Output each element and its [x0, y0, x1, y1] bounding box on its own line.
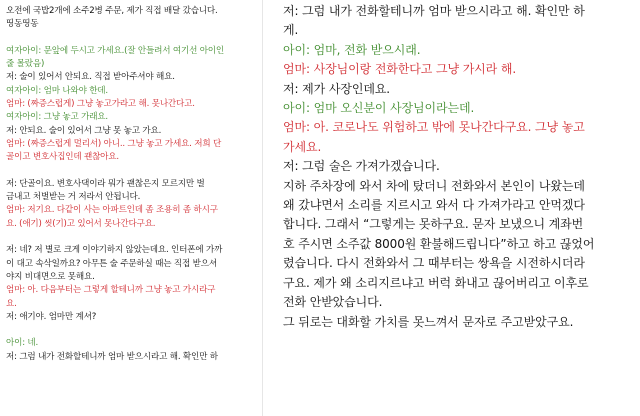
right-text-line: 렸습니다. 다시 전화와서 그 때부터는 쌍욕을 시전하시더라: [283, 256, 585, 271]
right-text-line: 가세요.: [283, 139, 322, 154]
left-text-line: 여자아이: 그냥 놓고 가래요.: [6, 112, 108, 123]
left-text-line: 저: 그럼 내가 전화할테니까 엄마 받으시라고 해. 확인만 하: [6, 351, 218, 362]
left-text-panel: [0, 0, 262, 416]
right-text-line: 왜 갔냐면서 소리를 지르시고 와서 다 가져가라고 안먹겠다: [283, 198, 585, 213]
right-text-line: 저: 그럼 술은 가져가겠습니다.: [283, 159, 440, 174]
left-text-line: [6, 165, 262, 178]
left-text-line: 야지 비대면으로 못해요.: [6, 271, 95, 282]
left-text-line: 저: 안되요. 술이 있어서 그냥 못 놓고 가요.: [6, 125, 162, 136]
left-text-line: 요. (애기) 씻(기)고 있어서 못나간다구요.: [6, 218, 156, 229]
right-text-line: 구요. 제가 왜 소리지르냐고 버럭 화내고 끊어버리고 이후로: [283, 275, 589, 290]
left-text-line: 골이고 변호사집인데 괜찮아요.: [6, 152, 119, 163]
left-text-line: 여자아이: 엄마 나와야 한데.: [6, 85, 108, 96]
right-text-line: 합니다. 그래서 “그렇게는 못하구요. 문자 보냈으니 계좌번: [283, 217, 584, 232]
left-text-line: [6, 324, 262, 337]
left-text-line: 여자아이: 문앞에 두시고 가세요.(잘 안들려서 여기선 아이인: [6, 45, 225, 56]
right-text-line: 아이: 엄마, 전화 받으시래.: [283, 42, 421, 57]
left-text-line: [6, 231, 262, 244]
left-text-line: 금내고 처벌받는 거 저라서 안됩니다.: [6, 192, 141, 203]
left-text-line: [6, 32, 262, 45]
left-text-line: 저: 단골이요. 변호사댁이라 뭐가 괜찮은지 모르지만 벌: [6, 178, 205, 189]
left-text-line: 줄 몰랐음): [6, 59, 45, 70]
panel-divider: [262, 0, 263, 416]
right-text-panel: [283, 0, 635, 416]
left-text-line: 오전에 국밥2개에 소주2병 주문, 제가 직접 배달 갔습니다.: [6, 6, 218, 16]
left-text-line: 엄마: (짜증스럽게) 그냥 놓고가라고 해. 못나간다고.: [6, 99, 195, 110]
left-text-line: 이 대고 속삭일까요? 아무튼 술 주문하실 때는 직접 받으셔: [6, 258, 217, 269]
left-text-line: 저: 네? 저 별로 크게 이야기하지 않았는데요. 인터폰에 가까: [6, 245, 223, 256]
left-text-line: 저: 애기야. 엄마만 계셔?: [6, 311, 97, 322]
left-text-line: 저: 술이 있어서 안되요. 직접 받아주셔야 해요.: [6, 72, 175, 83]
left-text-line: 엄마: (짜증스럽게 멀리서) 아니.. 그냥 놓고 가세요. 저희 단: [6, 138, 222, 149]
right-text-line: 지하 주차장에 와서 차에 탔더니 전화와서 본인이 나왔는데: [283, 178, 585, 193]
right-text-line: 엄마: 아. 코로나도 위험하고 밖에 못나간다구요. 그냥 놓고: [283, 120, 585, 135]
right-text-line: 게.: [283, 23, 299, 38]
left-text-line: 엄마: 아. 다음부터는 그렇게 할테니까 그냥 놓고 가시라구: [6, 285, 216, 296]
left-text-line: 띵동띵동: [6, 19, 39, 30]
right-text-line: 아이: 엄마 오신분이 사장님이라는데.: [283, 101, 475, 116]
right-text-line: 엄마: 사장님이랑 전화한다고 그냥 가시라 해.: [283, 62, 517, 77]
right-text-line: 전화 안받았습니다.: [283, 295, 383, 310]
right-text-line: 호 주시면 소주값 8000원 환불해드립니다”하고 하고 끊었어: [283, 236, 595, 251]
right-text-line: 저: 제가 사장인데요.: [283, 81, 391, 96]
left-text-line: 엄마: 저기요. 다같이 사는 아파트인데 좀 조용히 좀 하시구: [6, 205, 218, 216]
right-text-line: 그 뒤로는 대화할 가치를 못느껴서 문자로 주고받았구요.: [283, 314, 574, 329]
left-text-line: 아이: 네.: [6, 338, 39, 349]
left-text-line: 요.: [6, 298, 17, 309]
right-text-line: 저: 그럼 내가 전화할테니까 엄마 받으시라고 해. 확인만 하: [283, 4, 585, 18]
